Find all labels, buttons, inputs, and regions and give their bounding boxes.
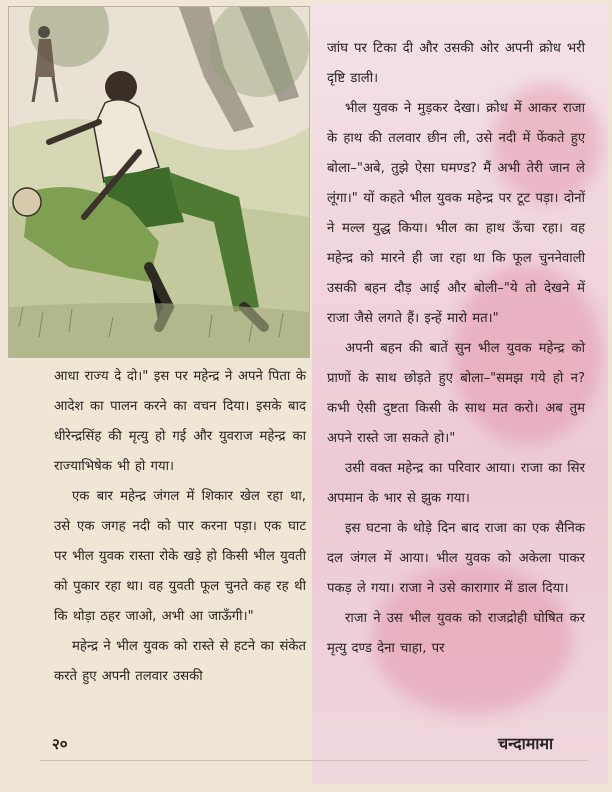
paragraph: अपनी बहन की बातें सुन भील युवक महेन्द्र को प्राणों के साथ छोड़ते हुए बोला–"समझ गये हो न? कभी ऐसी दुष्टता किसी के साथ मत करो। अब तुम अपने रास्ते जा सकते हो।": [327, 341, 585, 446]
page-number: २०: [52, 735, 68, 753]
paragraph: इस घटना के थोड़े दिन बाद राजा का एक सैनिक दल जंगल में आया। भील युवक को अकेला पाकर पकड़ ले गया। राजा ने उसे कारागार में डाल दिया।: [327, 521, 585, 596]
paragraph: जांघ पर टिका दी और उसकी ओर अपनी क्रोध भरी दृष्टि डाली।: [327, 41, 585, 86]
paragraph: महेन्द्र ने भील युवक को रास्ते से हटने का संकेत करते हुए अपनी तलवार उसकी: [54, 639, 306, 684]
right-column: [327, 34, 585, 664]
paragraph: एक बार महेन्द्र जंगल में शिकार खेल रहा था, उसे एक जगह नदी को पार करना पड़ा। एक घाट पर भील युवक रास्ता रोके खड़े हो किसी भील युवती को पुकार रहा था। वह युवती फूल चुनते कह रह थी कि थोड़ा ठहर जाओ, अभी आ जाऊँगी।": [54, 489, 306, 624]
left-column: [54, 362, 306, 692]
paragraph: भील युवक ने मुड़कर देखा। क्रोध में आकर राजा के हाथ की तलवार छीन ली, उसे नदी में फेंकते हुए बोला–"अबे, तुझे ऐसा घमण्ड? मैं अभी तेरी जान ले लूंगा।" यों कहते भील युवक महेन्द्र पर टूट पड़ा। दोनों ने मल्ल युद्ध किया। भील का हाथ ऊँचा रहा। वह महेन्द्र को मारने ही जा रहा था कि फूल चुननेवाली उसकी बहन दौड़ आई और बोली–"ये तो देखने में राजा जैसे लगते हैं। इन्हें मारो मत।": [327, 101, 585, 326]
footer-divider: [40, 760, 588, 761]
paragraph: उसी वक्त महेन्द्र का परिवार आया। राजा का सिर अपमान के भार से झुक गया।: [327, 461, 585, 506]
paragraph: आधा राज्य दे दो।" इस पर महेन्द्र ने अपने पिता के आदेश का पालन करने का वचन दिया। इसके बाद धीरेन्द्रसिंह की मृत्यु हो गई और युवराज महेन्द्र का राज्याभिषेक भी हो गया।: [54, 369, 306, 474]
paragraph: राजा ने उस भील युवक को राजद्रोही घोषित कर मृत्यु दण्ड देना चाहा, पर: [327, 611, 585, 656]
illustration-bhil-youth-and-prince-fight: [9, 7, 309, 357]
story-illustration: [8, 6, 310, 358]
magazine-name: चन्दामामा: [498, 734, 554, 753]
